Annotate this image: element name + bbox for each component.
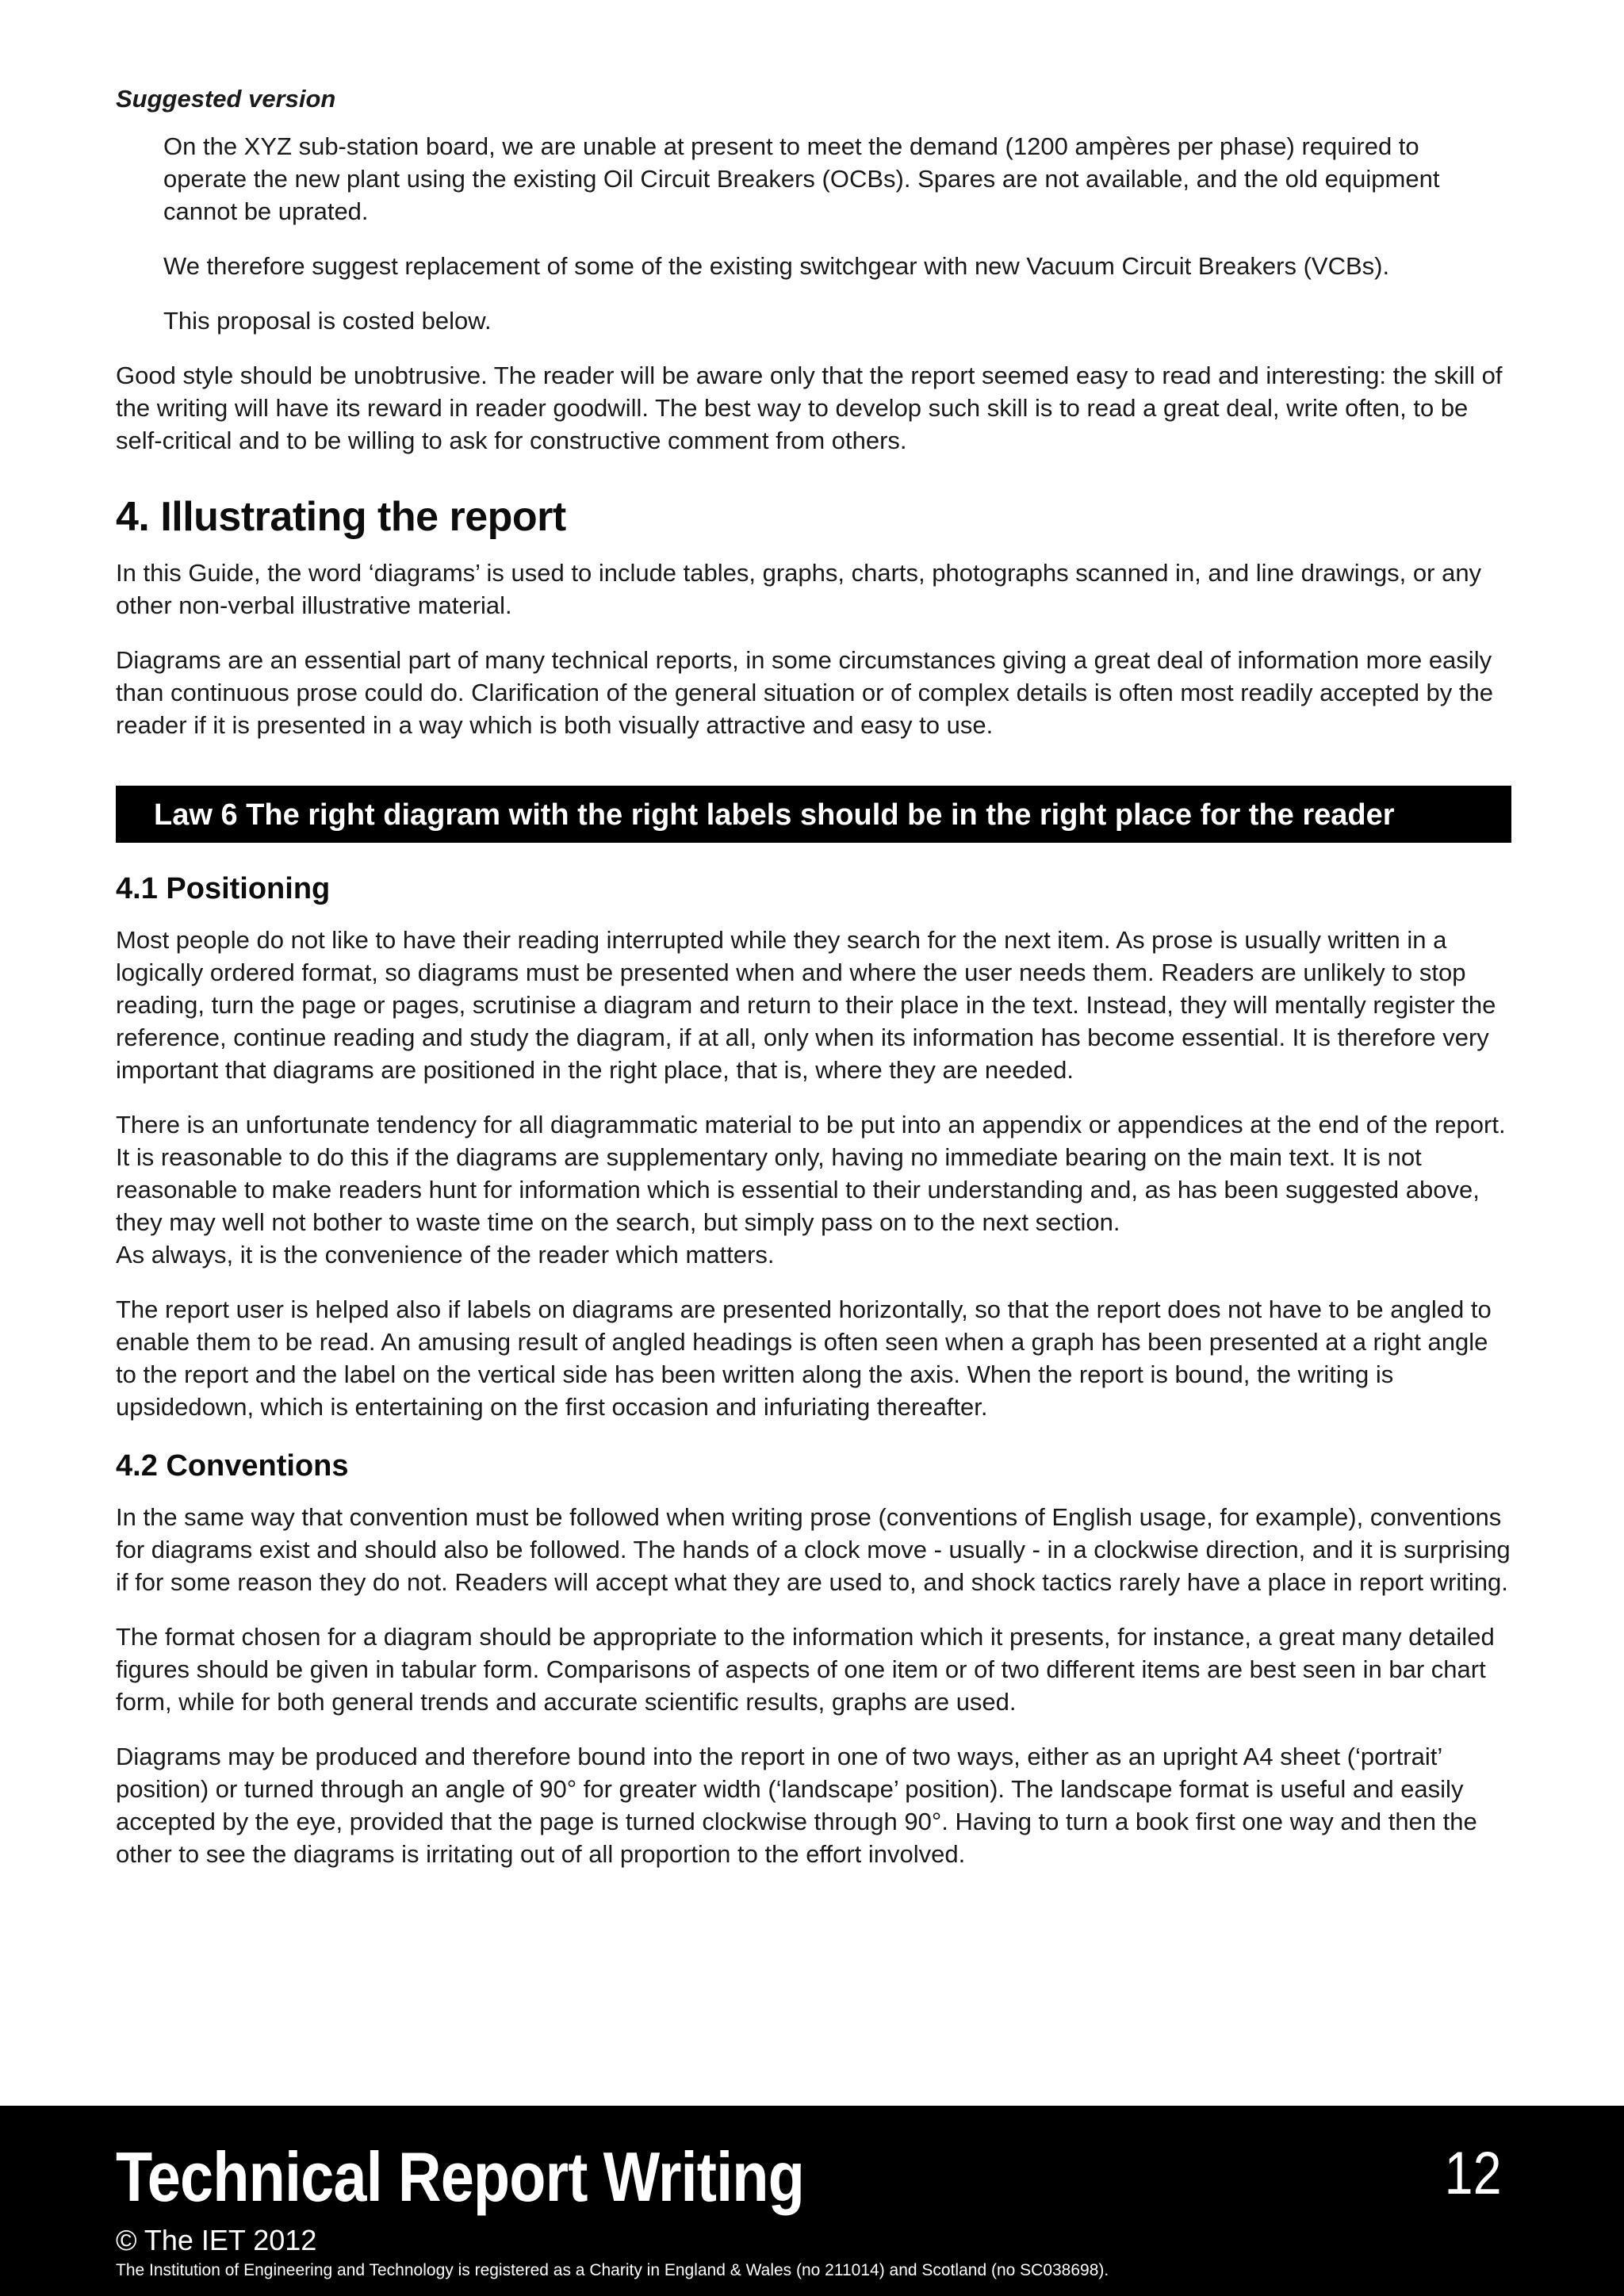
suggested-paragraph: This proposal is costed below. — [163, 307, 492, 335]
section-4-2-paragraph: The format chosen for a diagram should be appropriate to the information which it presents, for instance, a great many detailed figures should be given in tabular form. Comparisons of aspects of one item or of two different items are best seen in bar chart form, while for both general trends and accurate scientific results, graphs are used. — [116, 1623, 1495, 1716]
section-4-1-paragraph: Most people do not like to have their reading interrupted while they search for the next item. As prose is usually written in a logically ordered format, so diagrams must be presented when and where the user needs them. Readers are unlikely to stop reading, turn the page or pages, scrutinise a diagram and return to their place in the text. Instead, they will mentally register the reference, continue reading and study the diagram, if at all, only when its information has become essential. It is therefore very important that diagrams are positioned in the right place, that is, where they are needed. — [116, 926, 1496, 1084]
section-4-2-paragraph: In the same way that convention must be followed when writing prose (conventions of English usage, for example), conventions for diagrams exist and should also be followed. The hands of a clock move - usually - in a clockwise direction, and it is surprising if for some reason they do not. Readers will accept what they are used to, and shock tactics rarely have a place in report writing. — [116, 1503, 1511, 1596]
document-body — [116, 82, 1511, 1892]
section-4-1-paragraph: As always, it is the convenience of the reader which matters. — [116, 1241, 775, 1269]
suggested-version-block — [163, 130, 1472, 337]
suggested-version-heading: Suggested version — [116, 85, 336, 113]
section-4-1-heading: 4.1 Positioning — [116, 872, 331, 905]
section-4-1-paragraph: The report user is helped also if labels on diagrams are presented horizontally, so that the report does not have to be angled to enable them to be read. An amusing result of angled headings is often seen when a graph has been presented at a right angle to the report and the label on the vertical side has been written along the axis. When the report is bound, the writing is upsidedown, which is entertaining on the first occasion and infuriating thereafter. — [116, 1295, 1492, 1421]
charity-notice: The Institution of Engineering and Technology is registered as a Charity in England & Wales (no 211014) and Scotland (no SC038698). — [116, 2261, 1109, 2279]
copyright-notice: © The IET 2012 — [116, 2224, 317, 2256]
section-4-1-paragraph: There is an unfortunate tendency for all diagrammatic material to be put into an appendix or appendices at the end of the report. It is reasonable to do this if the diagrams are supplementary only, having no immediate bearing on the main text. It is not reasonable to make readers hunt for information which is essential to their understanding and, as has been suggested above, they may well not bother to waste time on the search, but simply pass on to the next section. — [116, 1111, 1506, 1236]
page-number: 12 — [1445, 2140, 1502, 2207]
page-footer — [0, 2106, 1624, 2296]
suggested-paragraph: We therefore suggest replacement of some of the existing switchgear with new Vacuum Circuit Breakers (VCBs). — [163, 252, 1390, 280]
document-title: Technical Report Writing — [116, 2137, 804, 2216]
section-4-2-paragraph: Diagrams may be produced and therefore bound into the report in one of two ways, either as an upright A4 sheet (‘portrait’ position) or turned through an angle of 90° for greater width (‘landscape’ position). The landscape format is useful and easily accepted by the eye, provided that the page is turned clockwise through 90°. Having to turn a book first one way and then the other to see the diagrams is irritating out of all proportion to the effort involved. — [116, 1743, 1477, 1868]
section-4-2-heading: 4.2 Conventions — [116, 1449, 349, 1483]
section-4-heading: 4. Illustrating the report — [116, 494, 566, 540]
style-paragraph: Good style should be unobtrusive. The reader will be aware only that the report seemed easy to read and interesting: the skill of the writing will have its reward in reader goodwill. The best way to develop such skill is to read a great deal, write often, to be self-critical and to be willing to ask for constructive comment from others. — [116, 362, 1503, 454]
section-4-paragraph: Diagrams are an essential part of many technical reports, in some circumstances giving a great deal of information more easily than continuous prose could do. Clarification of the general situation or of complex details is often most readily accepted by the reader if it is presented in a way which is both visually attractive and easy to use. — [116, 646, 1493, 739]
section-4-paragraph: In this Guide, the word ‘diagrams’ is used to include tables, graphs, charts, photographs scanned in, and line drawings, or any other non-verbal illustrative material. — [116, 559, 1482, 619]
law-6-banner: Law 6 The right diagram with the right labels should be in the right place for the reader — [116, 786, 1511, 843]
suggested-paragraph: On the XYZ sub-station board, we are unable at present to meet the demand (1200 ampères per phase) required to operate the new plant using the existing Oil Circuit Breakers (OCBs). Spares are not available, and the old equipment cannot be uprated. — [163, 132, 1440, 225]
